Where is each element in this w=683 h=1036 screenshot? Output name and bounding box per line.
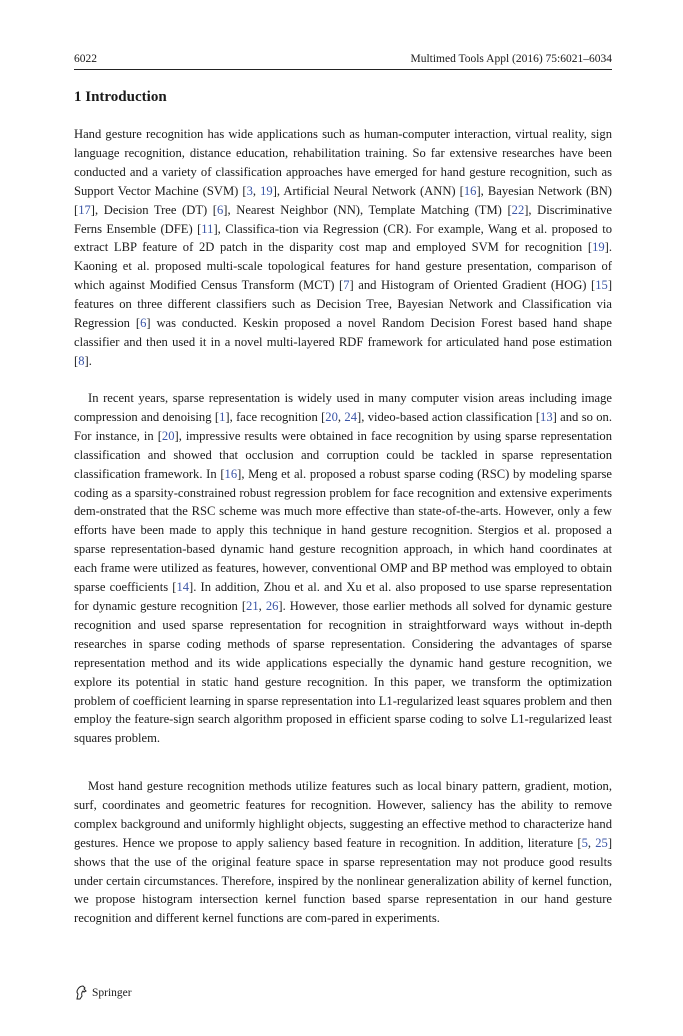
body-text: ], Discriminative Ferns Ensemble (DFE) [ <box>74 202 613 236</box>
paragraph-3 <box>74 777 612 928</box>
citation-link[interactable]: 20 <box>325 409 338 424</box>
citation-link[interactable]: 14 <box>176 580 190 595</box>
running-header <box>74 51 612 70</box>
citation-link[interactable]: 13 <box>540 409 553 424</box>
paragraph-1 <box>74 125 612 371</box>
body-text: ] features on three different classifiers such as Decision Tree, Bayesian Network and Classification via Regression [ <box>74 278 613 331</box>
citation-link[interactable]: 6 <box>217 202 224 217</box>
body-text: ], Meng et al. proposed a robust sparse coding (RSC) by modeling sparse coding as a sparsity-constrained robust regression problem for face recognition and extensive experiments dem-onstrated that the RSC scheme was much more effective than state-of-the-arts. However, only a few efforts have been made to apply this technique in hand gesture recognition. Stergios et al. proposed a sparse representation-based dynamic hand gesture recognition approach, in which hand coordinates at each frame were utilized as features, however, conventional OMP and BP method was employed to obtain sparse coefficients [ <box>74 466 613 595</box>
citation-link[interactable]: 19 <box>260 183 273 198</box>
citation-link[interactable]: 1 <box>219 409 226 424</box>
body-text: ], face recognition [ <box>225 409 326 424</box>
publisher-footer <box>74 985 132 1000</box>
body-text: ], Bayesian Network (BN) [ <box>74 183 613 217</box>
body-text: Hand gesture recognition has wide applications such as human-computer interaction, virtual reality, sign language recognition, distance education, rehabilitation training. So far extensive researches have been conducted and a variety of classification approaches have emerged for hand gesture recognition, such as Support Vector Machine (SVM) [ <box>74 127 612 198</box>
body-text: ], Decision Tree (DT) [ <box>90 202 217 217</box>
body-text: In recent years, sparse representation is widely used in many computer vision areas including image compression and denoising [ <box>74 391 612 424</box>
body-text: ], video-based action classification [ <box>357 409 541 424</box>
body-text: , <box>258 598 266 613</box>
citation-link[interactable]: 26 <box>265 598 279 613</box>
citation-link[interactable]: 20 <box>161 428 175 443</box>
body-text: ], Artificial Neural Network (ANN) [ <box>272 183 464 198</box>
body-text: ] was conducted. Keskin proposed a novel Random Decision Forest based hand shape classifier and then used it in a novel multi-layered RDF framework for articulated hand pose estimation [ <box>74 316 612 368</box>
citation-link[interactable]: 25 <box>595 835 608 850</box>
body-text: ] and Histogram of Oriented Gradient (HOG) [ <box>349 278 596 293</box>
citation-link[interactable]: 22 <box>511 202 525 217</box>
body-text: ] shows that the use of the original feature space in sparse representation may not produce good results under certain circumstances. Therefore, inspired by the nonlinear generalization ability of kernel function, we propose histogram intersection kernel function based sparse representation in our hand gesture recognition and different kernel functions are com-pared in experiments. <box>74 835 613 926</box>
body-text: ], impressive results were obtained in face recognition by using sparse representation classification and showed that occlusion and corruption could be tackled in sparse representation classification framework. In [ <box>74 428 612 481</box>
citation-link[interactable]: 8 <box>78 353 85 368</box>
citation-link[interactable]: 17 <box>78 202 91 217</box>
body-text: , <box>337 409 345 424</box>
body-text: ]. However, those earlier methods all solved for dynamic gesture recognition and used sparse representation for recognition in straightforward ways without in-depth researches in sparse coding methods of sparse representation. Considering the advantages of sparse representation method and its wide applications especially the dynamic hand gesture recognition, we explore its potential in static hand gesture recognition. In this paper, we transform the optimization problem of coefficient learning in sparse representation into L1-regularized least squares problem and then employ the feature-sign search algorithm proposed in efficient sparse coding to solve L1-regularized least squares problem. <box>74 598 613 746</box>
journal-citation: Multimed Tools Appl (2016) 75:6021–6034 <box>410 53 612 65</box>
body-text: , <box>587 835 596 850</box>
body-text: ], Nearest Neighbor (NN), Template Matching (TM) [ <box>223 202 512 217</box>
citation-link[interactable]: 21 <box>246 598 259 613</box>
citation-link[interactable]: 5 <box>581 835 588 850</box>
citation-link[interactable]: 7 <box>343 278 350 293</box>
citation-link[interactable]: 19 <box>592 240 605 255</box>
citation-link[interactable]: 16 <box>463 183 477 198</box>
citation-link[interactable]: 3 <box>246 183 253 198</box>
publisher-name: Springer <box>92 986 132 999</box>
paragraph-2 <box>74 389 612 748</box>
body-text: ]. In addition, Zhou et al. and Xu et al. also proposed to use sparse representation for dynamic gesture recognition [ <box>74 580 612 613</box>
section-title: 1 Introduction <box>74 89 167 105</box>
body-text: ]. Kaoning et al. proposed multi-scale topological features for hand gesture presentation, comparison of which against Modified Census Transform (MCT) [ <box>74 240 612 293</box>
springer-horse-icon <box>74 985 88 1000</box>
citation-link[interactable]: 6 <box>140 316 147 331</box>
body-text: ]. <box>84 353 92 368</box>
citation-link[interactable]: 24 <box>344 409 357 424</box>
body-text: , <box>252 183 261 198</box>
body-text: ], Classifica-tion via Regression (CR). For example, Wang et al. proposed to extract LBP feature of 2D patch in the disparity cost map and employed SVM for recognition [ <box>74 221 612 255</box>
citation-link[interactable]: 15 <box>595 278 608 293</box>
body-text: ] and so on. For instance, in [ <box>74 409 613 443</box>
page-number: 6022 <box>74 53 97 65</box>
body-text: Most hand gesture recognition methods utilize features such as local binary pattern, gradient, motion, surf, coordinates and geometric features for recognition. However, saliency has the ability to remove complex background and uniformly highlight objects, suggesting an effective method to characterize hand gestures. Hence we propose to apply saliency based feature in recognition. In addition, literature [ <box>74 779 612 850</box>
citation-link[interactable]: 16 <box>224 466 238 481</box>
citation-link[interactable]: 11 <box>201 221 214 236</box>
